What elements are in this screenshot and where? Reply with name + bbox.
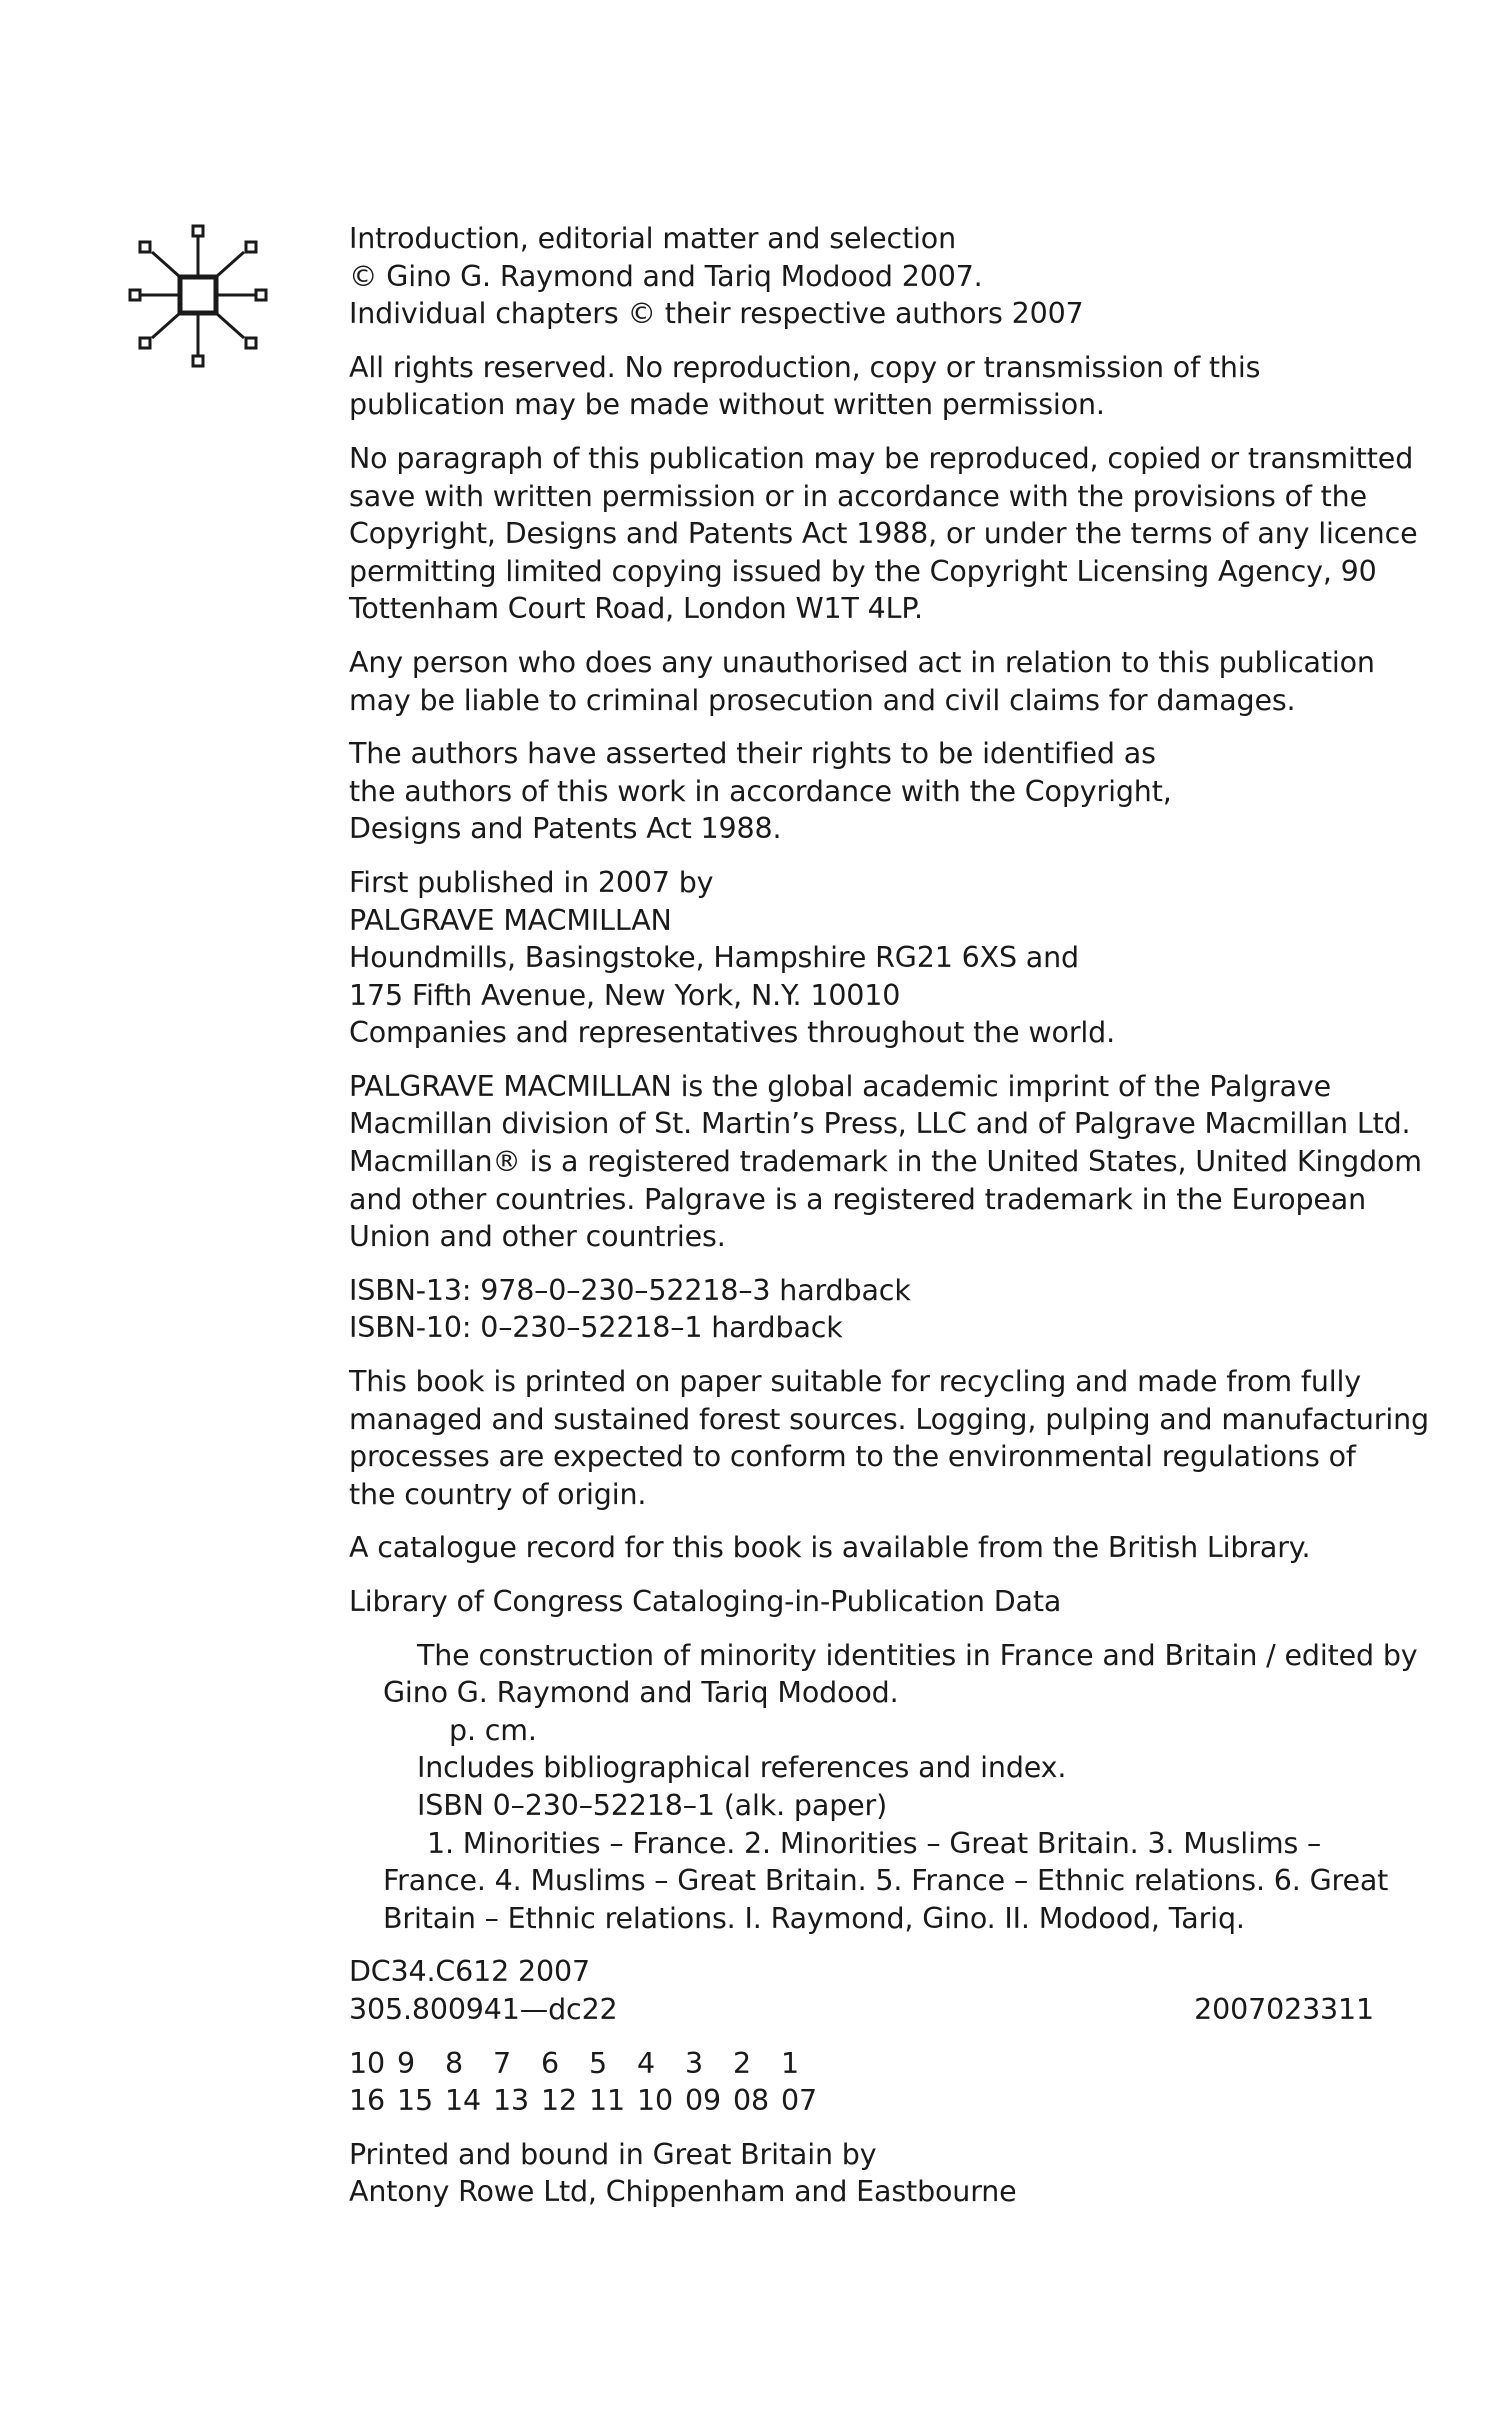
print-line <box>349 2045 1374 2083</box>
print-number: 2 <box>733 2046 751 2080</box>
cip-subjects-cont: Britain – Ethnic relations. I. Raymond, Gino. II. Modood, Tariq. <box>383 1901 1245 1935</box>
text-line: This book is printed on paper suitable for recycling and made from fully <box>349 1365 1361 1399</box>
print-number: 5 <box>589 2046 607 2080</box>
year-number: 09 <box>685 2084 721 2118</box>
loc-heading <box>349 1583 1374 1621</box>
publisher-logo-icon <box>128 222 268 372</box>
print-number: 4 <box>637 2046 655 2080</box>
lccn: 2007023311 <box>1194 1992 1374 2026</box>
cip-data <box>349 1637 1418 1938</box>
text-line: First published in 2007 by <box>349 865 714 899</box>
year-number: 12 <box>541 2084 577 2118</box>
lc-classification: DC34.C612 2007 <box>349 1955 590 1989</box>
text-line: Library of Congress Cataloging-in-Publication Data <box>349 1585 1062 1618</box>
text-line: Introduction, editorial matter and selection <box>349 222 956 255</box>
cip-title: The construction of minority identities in France and Britain / edited by <box>417 1638 1418 1672</box>
text-line: may be liable to criminal prosecution and civil claims for damages. <box>349 683 1296 717</box>
text-line: Companies and representatives throughout the world. <box>349 1016 1116 1050</box>
text-line: © Gino G. Raymond and Tariq Modood 2007. <box>349 259 983 293</box>
year-number: 15 <box>397 2084 433 2118</box>
printer-paragraph <box>349 2136 1374 2211</box>
isbn-13: ISBN-13: 978–0–230–52218–3 hardback <box>349 1273 911 1307</box>
text-line: processes are expected to conform to the environmental regulations of <box>349 1440 1356 1474</box>
text-line: 175 Fifth Avenue, New York, N.Y. 10010 <box>349 978 901 1012</box>
year-number: 10 <box>637 2084 673 2118</box>
text-line: Macmillan® is a registered trademark in the United States, United Kingdom <box>349 1145 1422 1179</box>
print-number: 7 <box>493 2046 511 2080</box>
paper-paragraph <box>349 1363 1429 1513</box>
text-line: save with written permission or in accordance with the provisions of the <box>349 479 1367 513</box>
no-reproduction-paragraph <box>349 440 1418 628</box>
text-line: publication may be made without written permission. <box>349 388 1105 422</box>
text-line: Copyright, Designs and Patents Act 1988, or under the terms of any licence <box>349 517 1418 551</box>
print-number: 6 <box>541 2046 559 2080</box>
text-line: The authors have asserted their rights to be identified as <box>349 737 1156 771</box>
cip-isbn: ISBN 0–230–52218–1 (alk. paper) <box>417 1788 888 1822</box>
print-number: 10 <box>349 2046 385 2080</box>
text-line: Individual chapters © their respective authors 2007 <box>349 297 1084 331</box>
year-number: 07 <box>781 2084 817 2118</box>
text-line: Macmillan division of St. Martin’s Press, LLC and of Palgrave Macmillan Ltd. <box>349 1107 1411 1141</box>
text-line: Union and other countries. <box>349 1220 726 1254</box>
catalogue-record <box>349 1529 1374 1567</box>
text-line: PALGRAVE MACMILLAN <box>349 903 672 937</box>
cip-subjects: 1. Minorities – France. 2. Minorities – Great Britain. 3. Muslims – <box>427 1826 1322 1860</box>
print-number: 9 <box>397 2046 415 2080</box>
cip-title-cont: Gino G. Raymond and Tariq Modood. <box>383 1676 899 1710</box>
text-line: PALGRAVE MACMILLAN is the global academic imprint of the Palgrave <box>349 1069 1332 1103</box>
isbn-10: ISBN-10: 0–230–52218–1 hardback <box>349 1311 843 1345</box>
print-number: 3 <box>685 2046 703 2080</box>
year-number: 14 <box>445 2084 481 2118</box>
first-published-paragraph <box>349 864 1374 1052</box>
text-line: All rights reserved. No reproduction, copy or transmission of this <box>349 350 1261 384</box>
year-number: 11 <box>589 2084 625 2118</box>
unauthorised-act-paragraph <box>349 644 1374 719</box>
text-line: A catalogue record for this book is available from the British Library. <box>349 1531 1311 1565</box>
year-number: 08 <box>733 2084 769 2118</box>
text-line: Designs and Patents Act 1988. <box>349 812 782 846</box>
text-line: Printed and bound in Great Britain by <box>349 2137 877 2171</box>
text-line: Tottenham Court Road, London W1T 4LP. <box>349 592 923 626</box>
year-number: 16 <box>349 2084 385 2118</box>
text-line: Any person who does any unauthorised act in relation to this publication <box>349 645 1375 679</box>
isbn-paragraph <box>349 1272 1374 1347</box>
print-number: 8 <box>445 2046 463 2080</box>
text-line: the country of origin. <box>349 1477 647 1511</box>
year-line <box>349 2082 1374 2120</box>
text-line: No paragraph of this publication may be reproduced, copied or transmitted <box>349 441 1414 475</box>
imprint-paragraph <box>349 1068 1422 1256</box>
text-line: Houndmills, Basingstoke, Hampshire RG21 6XS and <box>349 941 1079 975</box>
year-number: 13 <box>493 2084 529 2118</box>
dewey-classification: 305.800941—dc22 <box>349 1992 618 2026</box>
cip-subjects-cont: France. 4. Muslims – Great Britain. 5. France – Ethnic relations. 6. Great <box>383 1864 1389 1898</box>
authors-asserted-paragraph <box>349 735 1374 848</box>
copyright-page <box>349 220 1429 2227</box>
cip-pcm: p. cm. <box>449 1713 537 1747</box>
cip-biblio: Includes bibliographical references and index. <box>417 1751 1067 1785</box>
printing-numbers <box>349 2045 1374 2120</box>
print-number: 1 <box>781 2046 799 2080</box>
classification <box>349 1953 1374 2028</box>
copyright-notice <box>349 220 1374 333</box>
text-line: Antony Rowe Ltd, Chippenham and Eastbourne <box>349 2175 1017 2209</box>
dewey-row <box>349 1991 1374 2029</box>
text-line: the authors of this work in accordance with the Copyright, <box>349 774 1172 808</box>
text-line: permitting limited copying issued by the Copyright Licensing Agency, 90 <box>349 554 1377 588</box>
text-line: managed and sustained forest sources. Logging, pulping and manufacturing <box>349 1402 1429 1436</box>
rights-reserved <box>349 349 1374 424</box>
text-line: and other countries. Palgrave is a registered trademark in the European <box>349 1182 1367 1216</box>
